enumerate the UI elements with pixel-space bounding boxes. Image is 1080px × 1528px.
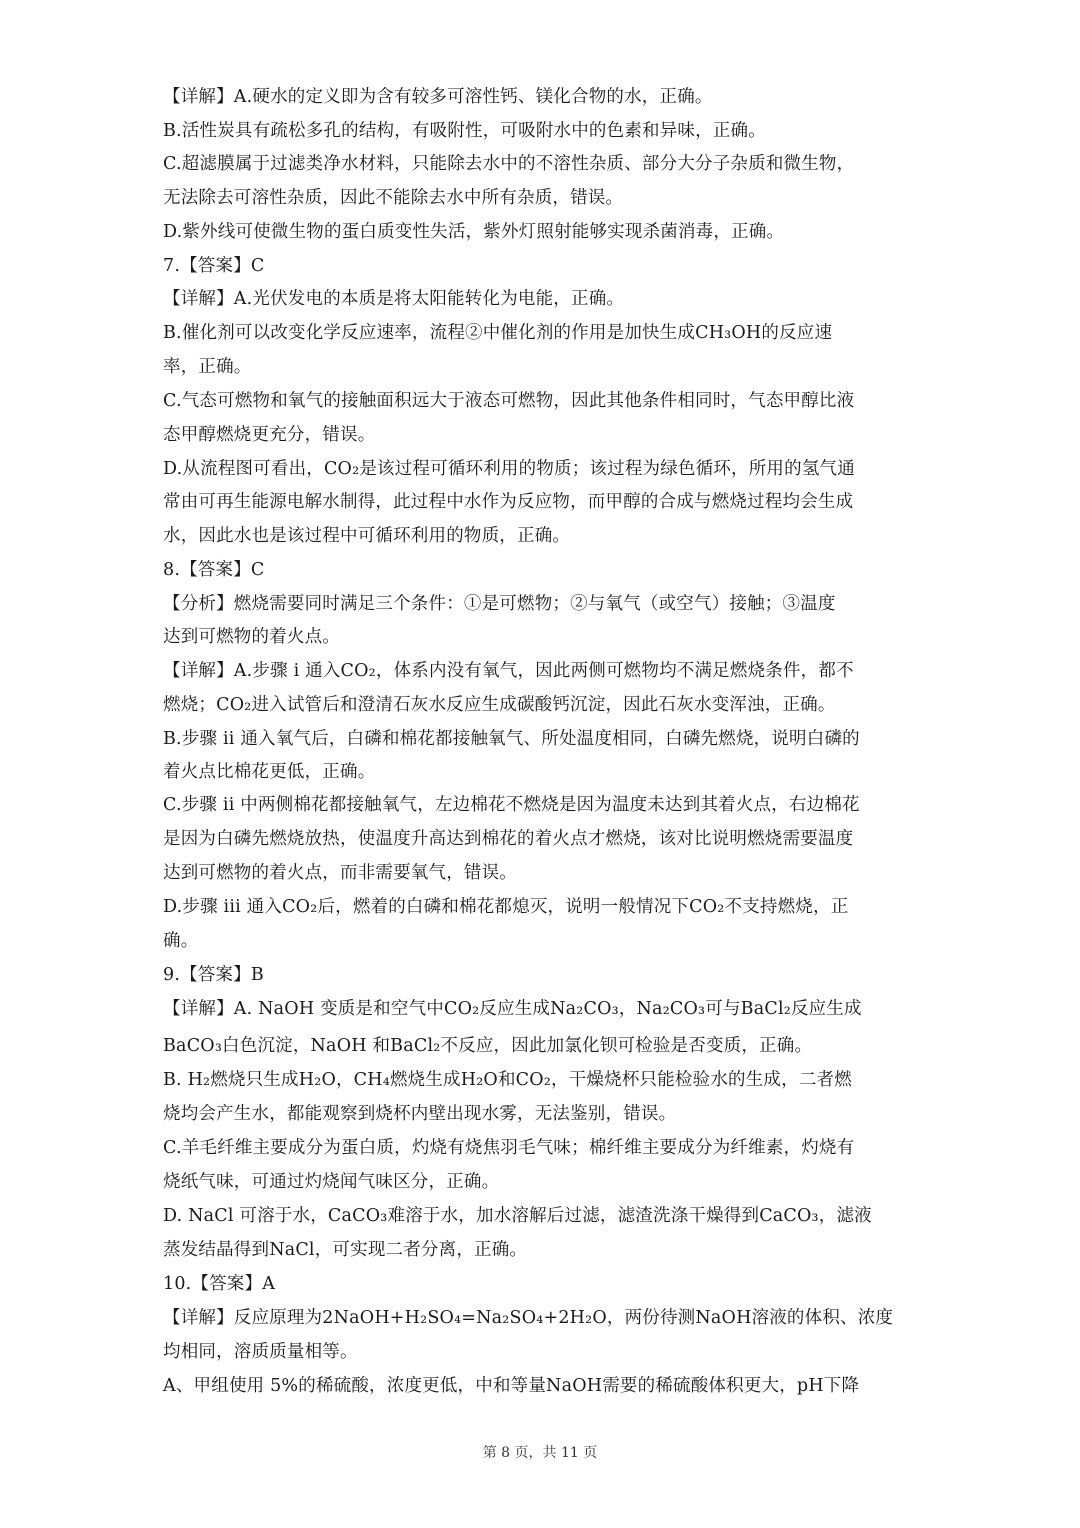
text-line: 【详解】A.光伏发电的本质是将太阳能转化为电能，正确。: [163, 289, 625, 309]
text-line: 8.【答案】C: [163, 560, 265, 580]
text-line: 【详解】A.步骤 i 通入CO₂，体系内没有氧气，因此两侧可燃物均不满足燃烧条件，都不: [163, 661, 854, 681]
text-line: 【分析】燃烧需要同时满足三个条件：①是可燃物；②与氧气（或空气）接触；③温度: [163, 594, 836, 614]
text-line: 率，正确。: [163, 357, 252, 377]
text-line: C.超滤膜属于过滤类净水材料，只能除去水中的不溶性杂质、部分大分子杂质和微生物，: [163, 154, 855, 174]
text-line: D.紫外线可使微生物的蛋白质变性失活，紫外灯照射能够实现杀菌消毒，正确。: [163, 222, 785, 242]
text-line: 确。: [163, 931, 199, 951]
text-line: C.羊毛纤维主要成分为蛋白质，灼烧有烧焦羽毛气味；棉纤维主要成分为纤维素，灼烧有: [163, 1138, 855, 1158]
text-line: 态甲醇燃烧更充分，错误。: [163, 425, 376, 445]
text-line: B.催化剂可以改变化学反应速率，流程②中催化剂的作用是加快生成CH₃OH的反应速: [163, 323, 833, 343]
text-line: 10.【答案】A: [163, 1274, 276, 1294]
text-line: B. H₂燃烧只生成H₂O，CH₄燃烧生成H₂O和CO₂，干燥烧杯只能检验水的生成，二者燃: [163, 1070, 852, 1090]
text-line: A、甲组使用 5%的稀硫酸，浓度更低，中和等量NaOH需要的稀硫酸体积更大，pH下降: [163, 1376, 860, 1396]
text-line: B.步骤 ii 通入氧气后，白磷和棉花都接触氧气、所处温度相同，白磷先燃烧，说明白磷的: [163, 729, 860, 749]
text-line: 【详解】反应原理为2NaOH+H₂SO₄=Na₂SO₄+2H₂O，两份待测NaOH溶液的体积、浓度: [163, 1308, 894, 1328]
text-line: 常由可再生能源电解水制得，此过程中水作为反应物，而甲醇的合成与燃烧过程均会生成: [163, 492, 854, 512]
text-line: 无法除去可溶性杂质，因此不能除去水中所有杂质，错误。: [163, 188, 624, 208]
text-line: 燃烧；CO₂进入试管后和澄清石灰水反应生成碳酸钙沉淀，因此石灰水变浑浊，正确。: [163, 695, 836, 715]
text-line: D.步骤 iii 通入CO₂后，燃着的白磷和棉花都熄灭，说明一般情况下CO₂不支持燃烧，正: [163, 897, 849, 917]
text-line: 达到可燃物的着火点，而非需要氧气，错误。: [163, 863, 517, 883]
text-line: B.活性炭具有疏松多孔的结构，有吸附性，可吸附水中的色素和异味，正确。: [163, 121, 766, 141]
text-line: 9.【答案】B: [163, 965, 264, 985]
text-line: 是因为白磷先燃烧放热，使温度升高达到棉花的着火点才燃烧，该对比说明燃烧需要温度: [163, 829, 854, 849]
text-line: 烧纸气味，可通过灼烧闻气味区分，正确。: [163, 1172, 500, 1192]
text-line: 均相同，溶质质量相等。: [163, 1342, 358, 1362]
text-line: BaCO₃白色沉淀，NaOH 和BaCl₂不反应，因此加氯化钡可检验是否变质，正确。: [163, 1036, 813, 1056]
text-line: 【详解】A.硬水的定义即为含有较多可溶性钙、镁化合物的水，正确。: [163, 87, 713, 107]
page-footer: 第 8 页，共 11 页: [482, 1445, 598, 1461]
text-line: 着火点比棉花更低，正确。: [163, 762, 376, 782]
text-line: C.步骤 ii 中两侧棉花都接触氧气，左边棉花不燃烧是因为温度未达到其着火点，右边棉花: [163, 795, 860, 815]
text-line: 蒸发结晶得到NaCl，可实现二者分离，正确。: [163, 1240, 528, 1260]
text-line: 7.【答案】C: [163, 256, 265, 276]
text-line: 烧均会产生水，都能观察到烧杯内壁出现水雾，无法鉴别，错误。: [163, 1104, 677, 1124]
text-line: D. NaCl 可溶于水，CaCO₃难溶于水，加水溶解后过滤，滤渣洗涤干燥得到CaCO₃，滤液: [163, 1206, 872, 1226]
text-line: 达到可燃物的着火点。: [163, 627, 340, 647]
text-line: 水，因此水也是该过程中可循环利用的物质，正确。: [163, 526, 571, 546]
text-line: D.从流程图可看出，CO₂是该过程可循环利用的物质；该过程为绿色循环，所用的氢气通: [163, 459, 855, 479]
text-line: 【详解】A. NaOH 变质是和空气中CO₂反应生成Na₂CO₃，Na₂CO₃可与BaCl₂反应生成: [163, 999, 862, 1019]
text-line: C.气态可燃物和氧气的接触面积远大于液态可燃物，因此其他条件相同时，气态甲醇比液: [163, 391, 855, 411]
